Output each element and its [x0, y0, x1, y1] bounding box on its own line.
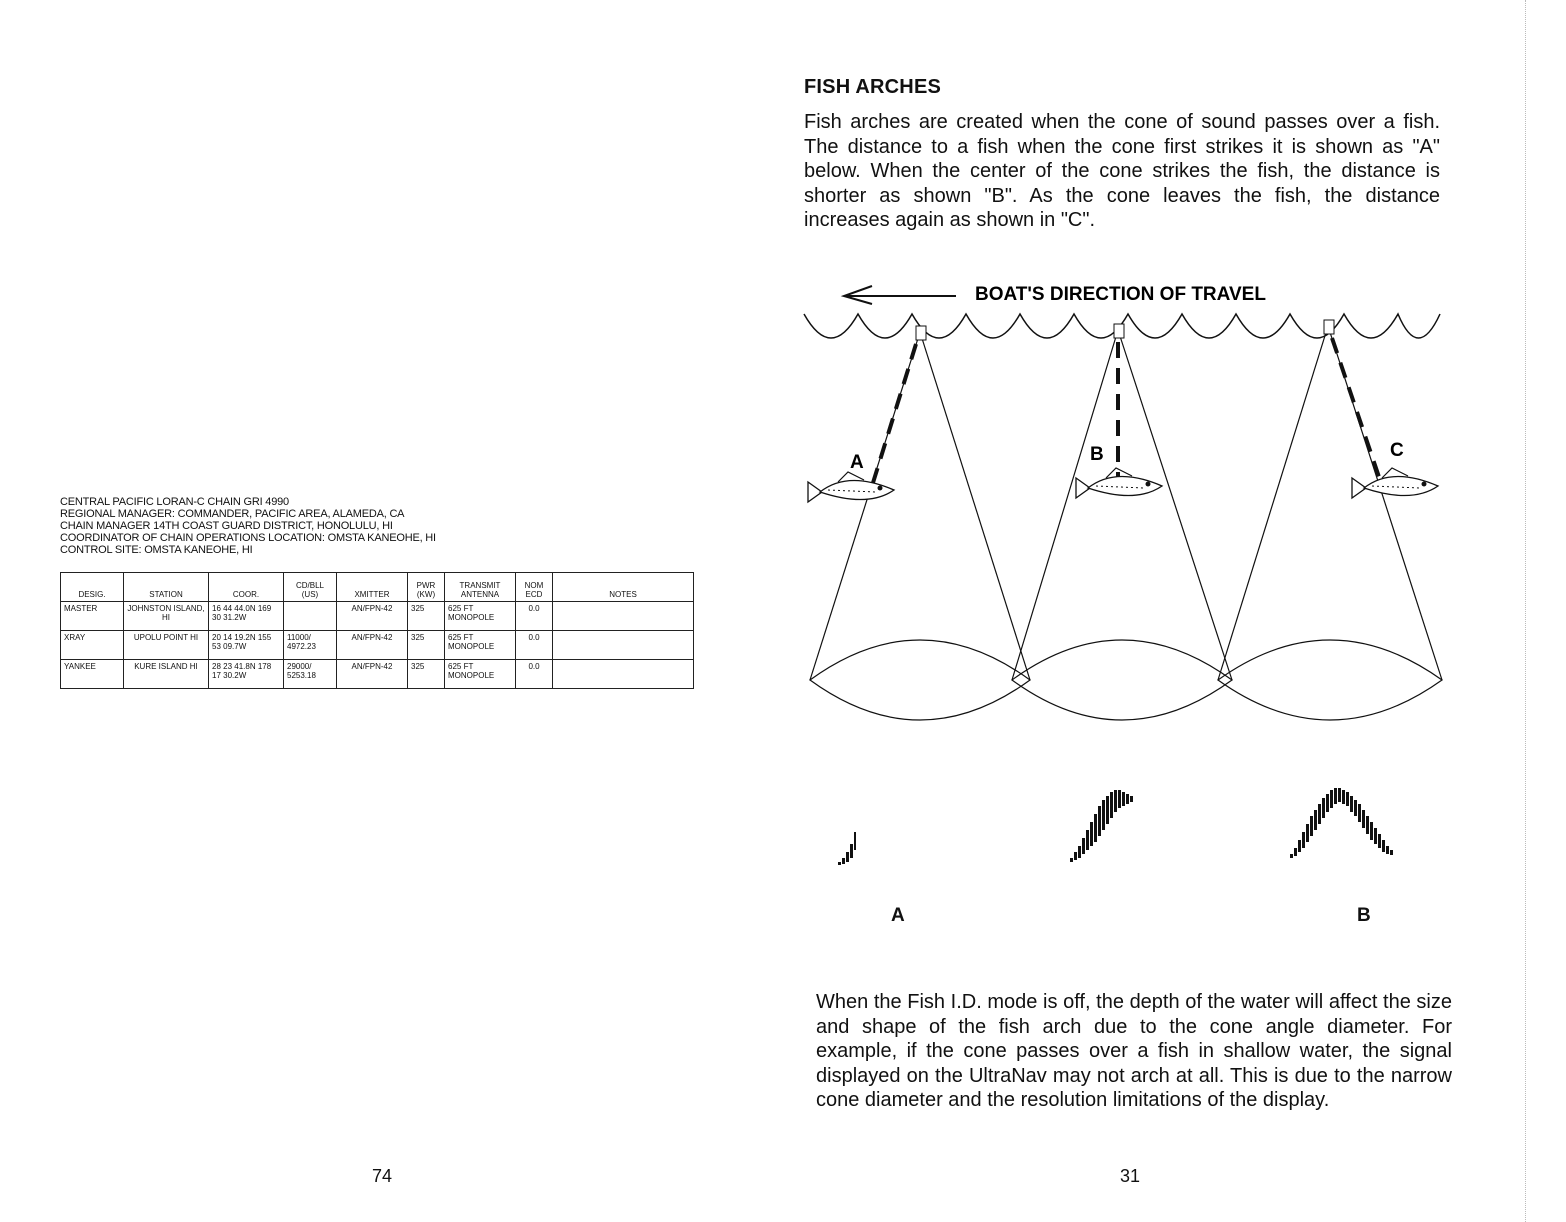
table-cell: JOHNSTON ISLAND, HI [124, 602, 209, 631]
column-header: NOM ECD [516, 573, 553, 602]
table-row [61, 631, 694, 660]
table-cell: 325 [408, 660, 445, 689]
table-cell: 0.0 [516, 602, 553, 631]
table-cell: 325 [408, 602, 445, 631]
table-cell: 29000/ 5253.18 [284, 660, 337, 689]
table-cell: 325 [408, 631, 445, 660]
fish-arch-displays [760, 770, 1566, 890]
page-number: 74 [372, 1166, 393, 1186]
table-cell: AN/FPN-42 [337, 660, 408, 689]
column-header: CD/BLL (US) [284, 573, 337, 602]
fish-icon [1352, 468, 1438, 498]
table-cell: 20 14 19.2N 155 53 09.7W [209, 631, 284, 660]
position-label-c: C [1390, 440, 1404, 461]
table-cell: AN/FPN-42 [337, 602, 408, 631]
table-cell: 16 44 44.0N 169 30 31.2W [209, 602, 284, 631]
table-cell: KURE ISLAND HI [124, 660, 209, 689]
table-cell [553, 602, 694, 631]
right-page [760, 0, 1566, 1222]
chain-header-line: CHAIN MANAGER 14TH COAST GUARD DISTRICT, HONOLULU, HI [60, 520, 393, 532]
column-header: XMITTER [337, 573, 408, 602]
table-row [61, 660, 694, 689]
position-label-a: A [850, 452, 864, 473]
column-header: PWR (KW) [408, 573, 445, 602]
table-cell [284, 602, 337, 631]
sonar-cone [1218, 326, 1442, 720]
column-header: STATION [124, 573, 209, 602]
direction-arrow-icon [844, 286, 956, 304]
table-cell: MASTER [61, 602, 124, 631]
fish-icon [808, 472, 894, 502]
table-cell: 0.0 [516, 631, 553, 660]
page-edge [1525, 0, 1527, 1222]
table-cell: YANKEE [61, 660, 124, 689]
table-cell: 28 23 41.8N 178 17 30.2W [209, 660, 284, 689]
table-cell: 625 FT MONOPOLE [445, 660, 516, 689]
outro-paragraph: When the Fish I.D. mode is off, the depth of the water will affect the size and shape of the fish arch due to the cone angle diameter. For example, if the cone passes over a fish in shallow water, the signal displayed on the UltraNav may not arch at all. This is due to the narrow cone diameter and the resolution limitations of the display. [816, 991, 1452, 1111]
fish-arch-display-a [838, 832, 856, 865]
sonar-cone [810, 332, 1030, 720]
transducer-icon [1324, 320, 1334, 334]
table-cell: UPOLU POINT HI [124, 631, 209, 660]
column-header: COOR. [209, 573, 284, 602]
chain-header-line: REGIONAL MANAGER: COMMANDER, PACIFIC AREA, ALAMEDA, CA [60, 508, 405, 520]
left-page [0, 0, 760, 1222]
transducer-icon [1114, 324, 1124, 338]
chain-header-line: CONTROL SITE: OMSTA KANEOHE, HI [60, 544, 253, 556]
intro-paragraph: Fish arches are created when the cone of sound passes over a fish. The distance to a fish when the cone first strikes it is shown as "A" below. When the center of the cone strikes the fish, the distance is shorter as shown "B". As the cone leaves the fish, the distance increases again as shown in "C". [804, 111, 1440, 231]
table-cell: 625 FT MONOPOLE [445, 602, 516, 631]
table-cell [553, 631, 694, 660]
position-label-b: B [1090, 444, 1104, 465]
chain-header-line: CENTRAL PACIFIC LORAN-C CHAIN GRI 4990 [60, 496, 289, 508]
chain-header-line: COORDINATOR OF CHAIN OPERATIONS LOCATION: OMSTA KANEOHE, HI [60, 532, 436, 544]
table-cell: 11000/ 4972.23 [284, 631, 337, 660]
table-cell: 625 FT MONOPOLE [445, 631, 516, 660]
table-cell: AN/FPN-42 [337, 631, 408, 660]
table-cell: XRAY [61, 631, 124, 660]
display-label-b: B [1357, 905, 1371, 926]
display-label-a: A [891, 905, 905, 926]
section-title: FISH ARCHES [804, 76, 942, 98]
table-cell: 0.0 [516, 660, 553, 689]
table-header-row [61, 573, 694, 602]
fish-arch-diagram [760, 270, 1566, 740]
direction-label: BOAT'S DIRECTION OF TRAVEL [975, 284, 1266, 305]
loran-station-table [60, 572, 694, 689]
column-header: TRANSMIT ANTENNA [445, 573, 516, 602]
fish-arch-display-b [1070, 790, 1133, 862]
column-header: DESIG. [61, 573, 124, 602]
transducer-icon [916, 326, 926, 340]
column-header: NOTES [553, 573, 694, 602]
table-row [61, 602, 694, 631]
table-cell [553, 660, 694, 689]
fish-arch-display-c [1290, 788, 1393, 858]
page-number: 31 [1120, 1166, 1141, 1186]
chain-header [60, 496, 700, 556]
sonar-cone [1012, 330, 1232, 720]
